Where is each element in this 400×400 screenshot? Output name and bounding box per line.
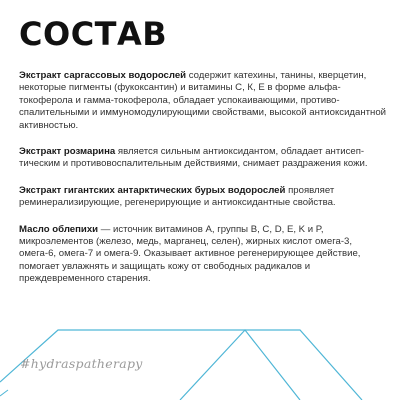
ingredient-name: Экстракт розмарина [19,146,116,158]
ingredient-description: проявляет реминерализирующие, регенерирующие и антиоксидантные свойства. [19,184,336,209]
ingredient-description: — источник витаминов А, группы В, С, D, E, K и P, микроэлементов (железо, медь, марганец, селен), жирных кислот омега-3, омега-6, омега-7 и омега-9. Оказывает активное регенерирующее действие, помогает увлажнять и защищать кожу от свободных радикалов и преждевременного старения. [19,223,361,285]
hashtag-text: #hydraspatherapy [20,356,143,371]
ingredient-name: Экстракт саргассовых водорослей [19,70,187,81]
ingredient-name: Экстракт гигантских антарктических бурых водорослей [19,184,286,196]
decorative-line-edge [0,390,8,396]
decorative-line-accent [180,330,300,400]
page-title: СОСТАВ [19,15,168,53]
ingredient-name: Масло облепихи [19,223,99,235]
ingredient-description: является сильным антиоксидантом, обладает антисеп-тическим и противовоспалительным действиями, снимает раздражения кожи. [19,146,368,170]
ingredient-description: содержит катехины, танины, кверцетин, некоторые пигменты (фукоксантин) и витамины С, К, Е в форме альфа-токоферола и гамма-токоферола, обладает успокаивающими, противо-спалительными и иммуномодулирующими свойствами, высокой антиоксидантной активностью. [19,70,387,131]
